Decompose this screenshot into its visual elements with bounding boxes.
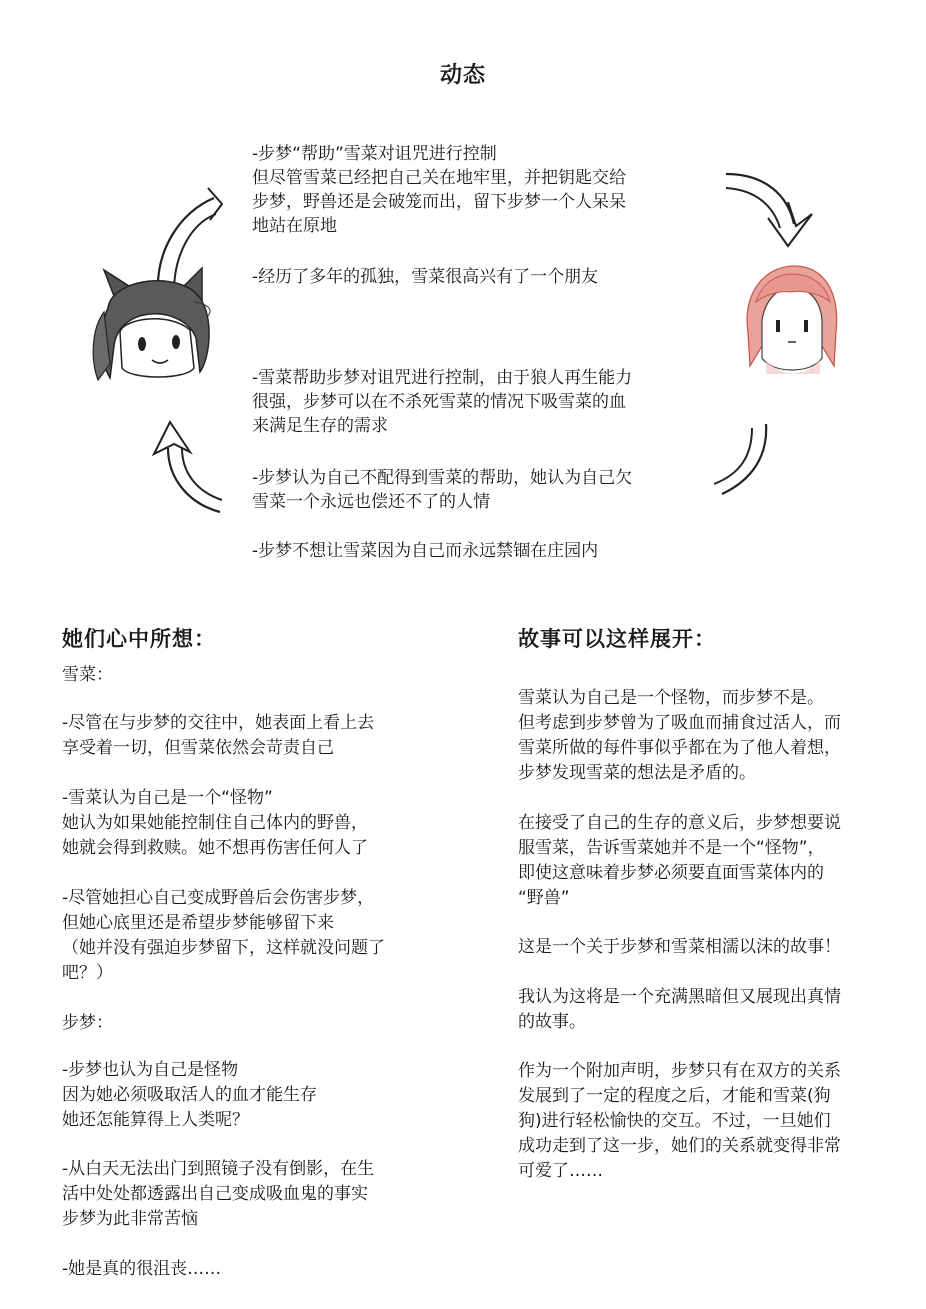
- left-paragraph: -从白天无法出门到照镜子没有倒影，在生 活中处处都透露出自己变成吸血鬼的事实 步梦为此非常苦恼: [62, 1159, 375, 1229]
- cycle-item: -步梦“帮助”雪菜对诅咒进行控制 但尽管雪菜已经把自己关在地牢里，并把钥匙交给 步梦，野兽还是会破笼而出，留下步梦一个人呆呆 地站在原地: [252, 144, 626, 236]
- character-dark-hair-icon: [90, 268, 220, 388]
- left-paragraph: -步梦也认为自己是怪物 因为她必须吸取活人的血才能生存 她还怎能算得上人类呢？: [62, 1060, 317, 1130]
- arrow-top-right-icon: [722, 168, 822, 258]
- right-paragraph: 雪菜认为自己是一个怪物，而步梦不是。 但考虑到步梦曾为了吸血而捕食过活人，而 雪菜所做的每件事似乎都在为了他人着想， 步梦发现雪菜的想法是矛盾的。: [518, 688, 841, 783]
- left-paragraph: -雪菜认为自己是一个“怪物” 她认为如果她能控制住自己体内的野兽， 她就会得到救赎。她不想再伤害任何人了: [62, 788, 368, 858]
- left-paragraph: 步梦：: [62, 1013, 113, 1033]
- character-pink-hair-icon: [742, 262, 842, 382]
- right-paragraph: 我认为这将是一个充满黑暗但又展现出真情 的故事。: [518, 987, 841, 1032]
- left-paragraph: -她是真的很沮丧……: [62, 1259, 222, 1279]
- right-paragraph: 作为一个附加声明，步梦只有在双方的关系 发展到了一定的程度之后，才能和雪菜(狗 狗)进行轻松愉快的交互。不过，一旦她们 成功走到了这一步，她们的关系就变得非常 可爱了……: [518, 1061, 841, 1181]
- right-paragraph: 这是一个关于步梦和雪菜相濡以沫的故事！: [518, 937, 841, 957]
- arrow-bottom-left-icon: [150, 418, 230, 518]
- arrow-bottom-right-icon: [708, 418, 778, 498]
- cycle-item: -步梦认为自己不配得到雪菜的帮助，她认为自己欠 雪菜一个永远也偿还不了的人情: [252, 468, 633, 512]
- right-heading: 故事可以这样展开：: [518, 627, 716, 651]
- left-paragraph: 雪菜：: [62, 665, 113, 685]
- left-paragraph: -尽管她担心自己变成野兽后会伤害步梦， 但她心底里还是希望步梦能够留下来 （她并没有强迫步梦留下，这样就没问题了 吧？）: [62, 888, 385, 983]
- left-paragraph: -尽管在与步梦的交往中，她表面上看上去 享受着一切，但雪菜依然会苛责自己: [62, 713, 375, 758]
- cycle-item: -步梦不想让雪菜因为自己而永远禁锢在庄园内: [252, 541, 599, 561]
- left-heading: 她们心中所想：: [62, 627, 216, 651]
- page-title: 动态: [439, 63, 486, 88]
- right-paragraph: 在接受了自己的生存的意义后，步梦想要说 服雪菜，告诉雪菜她并不是一个“怪物”， 即使这意味着步梦必须要直面雪菜体内的 “野兽”: [518, 813, 841, 908]
- cycle-item: -雪菜帮助步梦对诅咒进行控制，由于狼人再生能力 很强，步梦可以在不杀死雪菜的情况下吸雪菜的血 来满足生存的需求: [252, 368, 633, 436]
- cycle-item: -经历了多年的孤独，雪菜很高兴有了一个朋友: [252, 267, 599, 287]
